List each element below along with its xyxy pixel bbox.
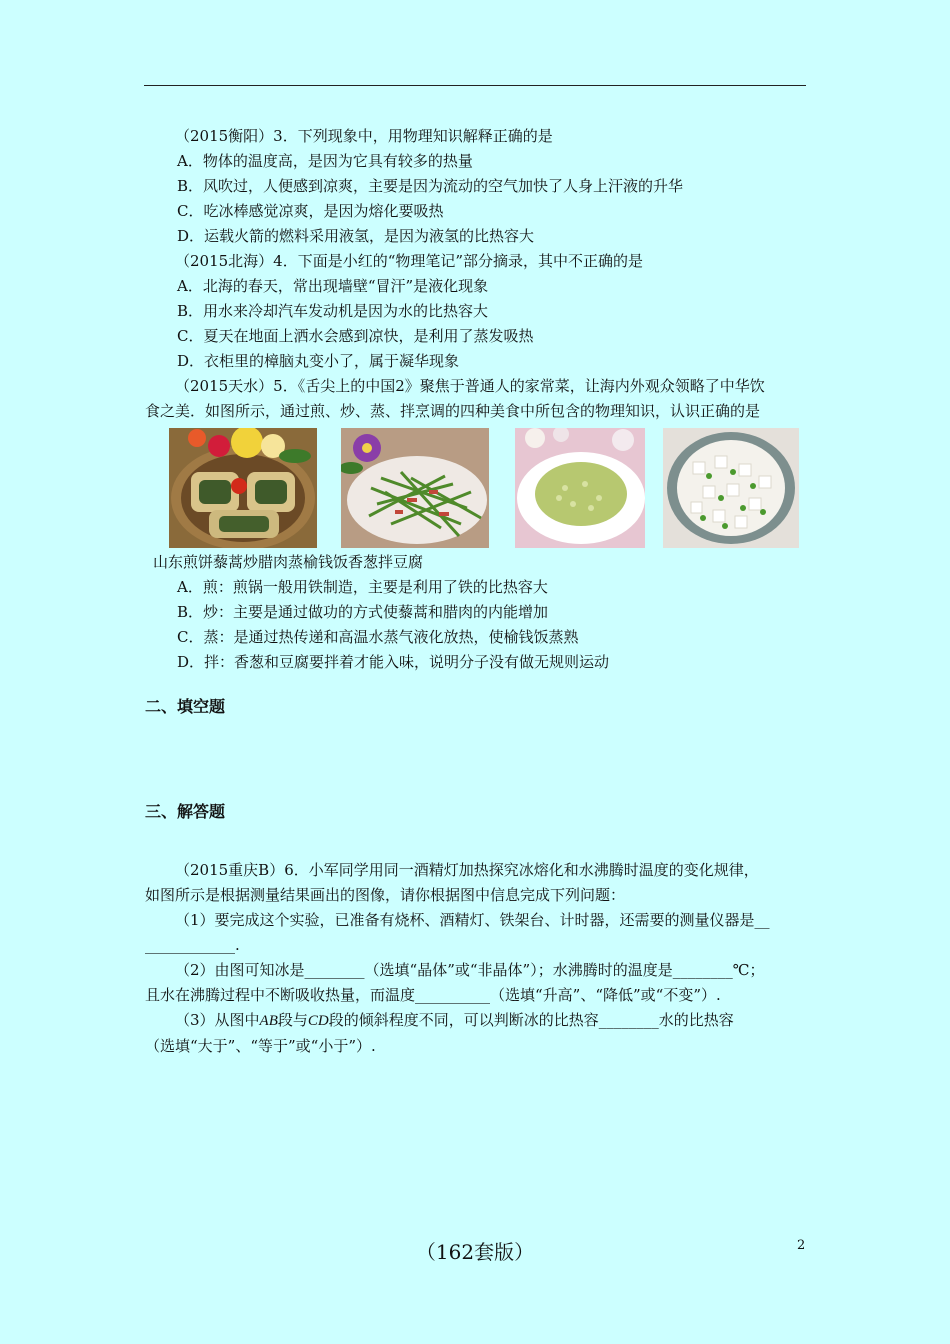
q6-part3-text-b: 段与 [277, 1011, 308, 1029]
q4-option-a: A．北海的春天，常出现墙壁“冒汗”是液化现象 [177, 277, 489, 295]
q6-part2-line2: 且水在沸腾过程中不断吸收热量，而温度__________（选填“升高”、“降低”或“不变”）. [145, 986, 721, 1004]
q6-stem-line1: （2015重庆B）6．小军同学用同一酒精灯加热探究冰熔化和水沸腾时温度的变化规律， [175, 861, 759, 879]
tofu-photo [663, 428, 799, 548]
q6-part1-line2: ____________. [145, 936, 240, 954]
multiple-choice-block [145, 124, 809, 675]
q4-option-b: B．用水来冷却汽车发动机是因为水的比热容大 [177, 302, 489, 320]
q3-option-c: C．吃冰棒感觉凉爽，是因为熔化要吸热 [177, 202, 444, 220]
q6-stem-line2: 如图所示是根据测量结果画出的图像，请你根据图中信息完成下列问题： [145, 886, 626, 904]
q5-stem-line1: （2015天水）5．《舌尖上的中国2》聚焦于普通人的家常菜，让海内外观众领略了中华饮 [175, 377, 765, 395]
edition-footer: （162套版） [415, 1240, 535, 1264]
q6-part1-line1: （1）要完成这个实验，已准备有烧杯、酒精灯、铁架台、计时器，还需要的测量仪器是__ [175, 911, 770, 929]
q6-part3-text-a: （3）从图中 [175, 1011, 260, 1029]
q4-option-d: D．衣柜里的樟脑丸变小了，属于凝华现象 [177, 352, 460, 370]
q6-part3-line1 [145, 1008, 809, 1034]
q6-part2-line1: （2）由图可知冰是________（选填“晶体”或“非晶体”）；水沸腾时的温度是________℃； [175, 961, 765, 979]
q3-option-b: B．风吹过，人便感到凉爽，主要是因为流动的空气加快了人身上汗液的升华 [177, 177, 684, 195]
q6-part3-text-c: 段的倾斜程度不同，可以判断冰的比热容________水的比热容 [328, 1011, 734, 1029]
section-heading-answer: 三、解答题 [145, 802, 226, 821]
q3-option-d: D．运载火箭的燃料采用液氢，是因为液氢的比热容大 [177, 227, 535, 245]
q5-option-b: B．炒：主要是通过做功的方式使藜蒿和腊肉的内能增加 [177, 603, 549, 621]
q5-option-d: D．拌：香葱和豆腐要拌着才能入味，说明分子没有做无规则运动 [177, 653, 610, 671]
q3-option-a: A．物体的温度高，是因为它具有较多的热量 [177, 152, 473, 170]
segment-cd-label: CD [307, 1013, 329, 1029]
q6-block [145, 858, 809, 1059]
jianbing-photo [169, 428, 317, 548]
segment-ab-label: AB [259, 1013, 278, 1029]
q4-option-c: C．夏天在地面上洒水会感到凉快，是利用了蒸发吸热 [177, 327, 534, 345]
q5-option-c: C．蒸：是通过热传递和高温水蒸气液化放热，使榆钱饭蒸熟 [177, 628, 579, 646]
q3-stem: （2015衡阳）3．下列现象中，用物理知识解释正确的是 [175, 127, 553, 145]
photo-caption: 山东煎饼藜蒿炒腊肉蒸榆钱饭香葱拌豆腐 [153, 553, 424, 571]
section-heading-fill-in: 二、填空题 [145, 697, 226, 716]
page-number: 2 [797, 1238, 806, 1253]
q4-stem: （2015北海）4．下面是小红的“物理笔记”部分摘录，其中不正确的是 [175, 252, 644, 270]
q6-part3-line2: （选填“大于”、“等于”或“小于”）. [145, 1037, 376, 1055]
header-rule [144, 85, 806, 86]
food-photos [145, 428, 809, 550]
steamed-rice-photo [515, 428, 645, 548]
q5-stem-line2: 食之美．如图所示，通过煎、炒、蒸、拌烹调的四种美食中所包含的物理知识，认识正确的是 [145, 402, 761, 420]
stir-fry-photo [341, 428, 489, 548]
q5-option-a: A．煎：煎锅一般用铁制造，主要是利用了铁的比热容大 [177, 578, 548, 596]
